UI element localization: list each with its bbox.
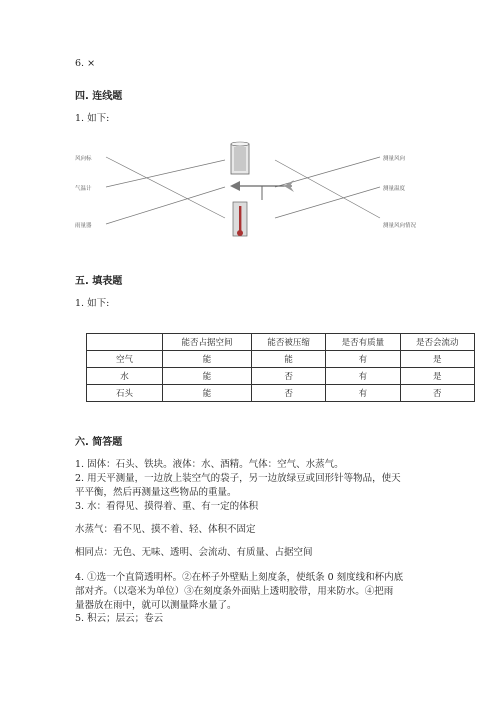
answer-vapor: 水蒸气：看不见、摸不着、轻、体积不固定: [75, 524, 256, 535]
table-cell: 石头: [87, 385, 163, 402]
match-line: [106, 160, 225, 187]
table-row: [87, 368, 475, 385]
table-cell: 空气: [87, 351, 163, 368]
answer-line: 平平衡，然后再测量这些物品的重量。: [75, 487, 237, 498]
answer-line: 部对齐。（以毫米为单位）③在刻度条外面贴上透明胶带，用来防水。④把雨: [75, 586, 394, 597]
table-cell: 水: [87, 368, 163, 385]
table-cell: 否: [251, 368, 325, 385]
left-label-1: 风向标: [75, 156, 92, 162]
table-cell: 是: [400, 368, 474, 385]
answer-same: 相同点：无色、无味、透明、会流动、有质量、占据空间: [75, 547, 313, 558]
section-4-title: 四. 连线题: [75, 91, 123, 102]
answer-line: 5. 积云；层云；卷云: [75, 613, 164, 624]
left-label-2: 气温计: [75, 186, 92, 192]
table-cell: 能: [163, 351, 252, 368]
table-cell: 有: [326, 351, 400, 368]
match-line: [275, 187, 380, 218]
right-label-3: 测量风向情况: [383, 223, 417, 229]
section-6-title: 六. 简答题: [75, 437, 123, 448]
table-cell: 有: [326, 368, 400, 385]
answer-line: 4. ①选一个直筒透明杯。②在杯子外壁贴上刻度条，使纸条 0 刻度线和杯内底: [75, 572, 404, 583]
right-label-1: 测量风向: [383, 156, 406, 162]
table-row: [87, 351, 475, 368]
answer-line: 3. 水：看得见、摸得着、重、有一定的体积: [75, 501, 259, 512]
table-header-cell: [87, 334, 163, 351]
table-cell: 有: [326, 385, 400, 402]
table-row: [87, 385, 475, 402]
table-header-cell: 能否被压缩: [251, 334, 325, 351]
answer-line: 量器放在雨中，就可以测量降水量了。: [75, 600, 237, 611]
table-cell: 能: [163, 385, 252, 402]
table-header-row: [87, 334, 475, 351]
table-cell: 能: [163, 368, 252, 385]
section-5-item: 1. 如下:: [75, 298, 110, 309]
match-line: [106, 157, 225, 218]
table-cell: 否: [251, 385, 325, 402]
properties-table: [86, 333, 475, 402]
table-cell: 能: [251, 351, 325, 368]
section-5-title: 五. 填表题: [75, 276, 123, 287]
table-cell: 否: [400, 385, 474, 402]
table-header-cell: 是否会流动: [400, 334, 474, 351]
table-header-cell: 能否占据空间: [163, 334, 252, 351]
table-cell: 是: [400, 351, 474, 368]
thermometer-icon: [233, 202, 247, 236]
matching-diagram: [70, 138, 430, 238]
section-4-item: 1. 如下:: [75, 113, 110, 124]
right-label-2: 测量温度: [383, 186, 406, 192]
table-header-cell: 是否有质量: [326, 334, 400, 351]
rain-gauge-icon: [231, 142, 249, 174]
answer-line: 2. 用天平测量，一边放上装空气的袋子，另一边放绿豆或回形针等物品，使天: [75, 473, 401, 484]
answer-line: 1. 固体：石头、铁块。液体：水、酒精。气体：空气、水蒸气。: [75, 459, 344, 470]
answer-6: 6. ×: [75, 58, 96, 69]
left-label-3: 雨量器: [75, 223, 92, 229]
match-line: [106, 187, 225, 224]
wind-vane-icon: [230, 180, 294, 200]
